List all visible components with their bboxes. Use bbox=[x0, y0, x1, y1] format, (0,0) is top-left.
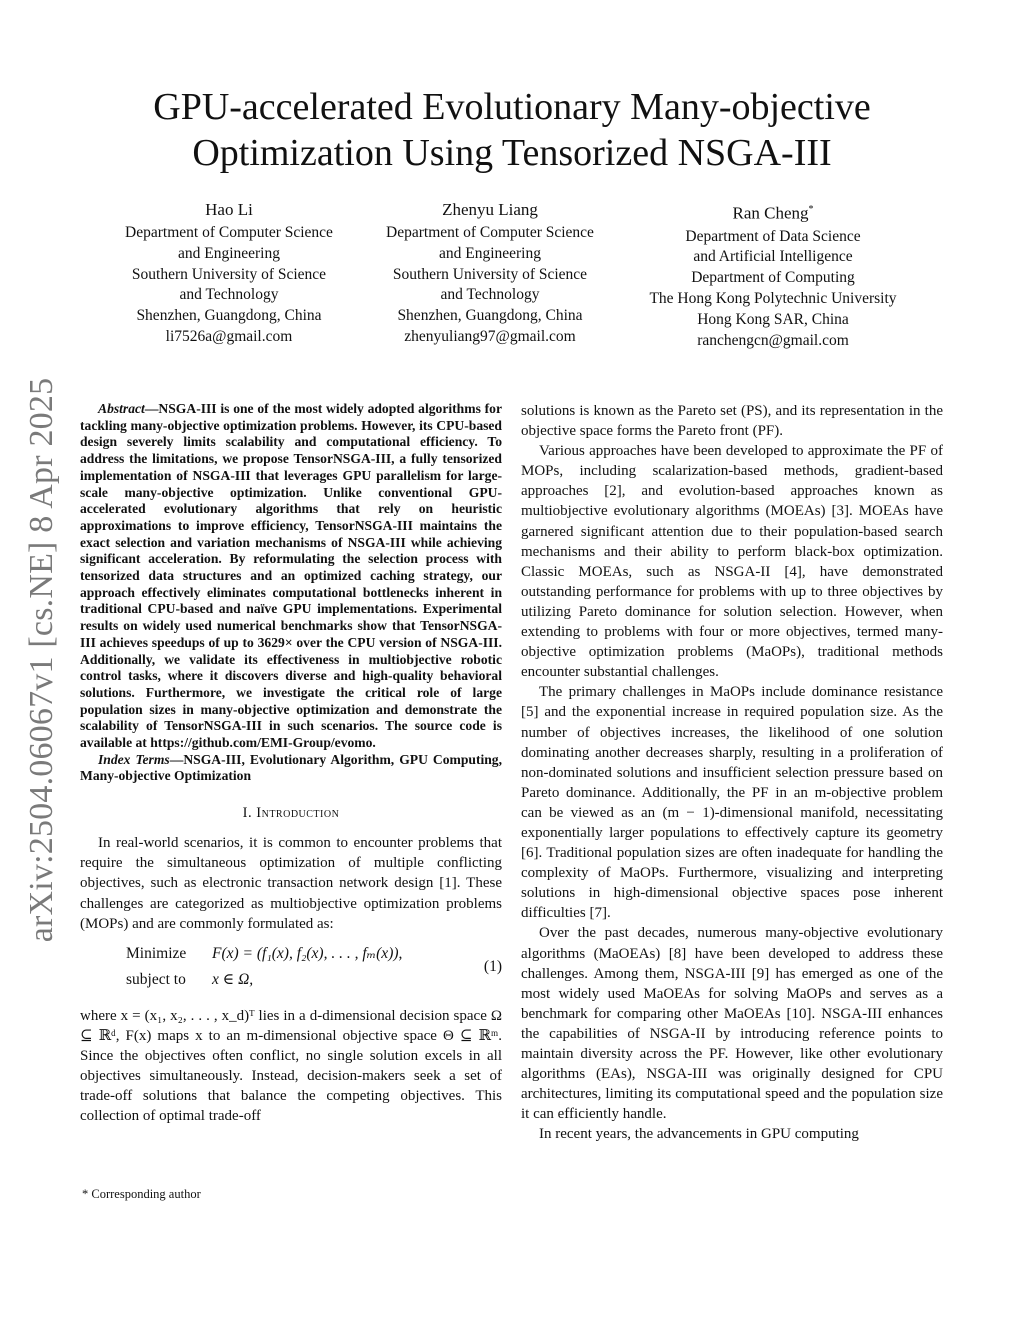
author-affiliation: and Engineering bbox=[177, 244, 280, 262]
eq-subject-label: subject to bbox=[126, 970, 186, 988]
section-number: I. bbox=[242, 805, 253, 822]
corresponding-author-mark: * bbox=[808, 204, 814, 215]
eq-subject-expr: x ∈ Ω, bbox=[212, 970, 254, 988]
footnote: * Corresponding author bbox=[82, 1187, 201, 1201]
author-affiliation: and Artificial Intelligence bbox=[693, 248, 853, 266]
right-paragraph-2: Various approaches have been developed to approximate the PF of MOPs, including scalarization-based methods, gradient-based approaches [2], and evolution-based approaches known as multiobjective evolutionary algorithms (MOEAs) [3]. MOEAs have garnered significant attention due to their population-based search mechanisms and their ability to perform black-box optimization. Classic MOEAs, such as NSGA-II [4], have demonstrated outstanding performance for problems with up to three objectives by utilizing Pareto dominance for solution selection. However, when extending to problems with four or more objectives, termed many-objective optimization problems (MaOPs), traditional methods encounter substantial challenges. bbox=[521, 443, 943, 681]
title-line-2: Optimization Using Tensorized NSGA-III bbox=[192, 132, 832, 174]
left-column bbox=[80, 401, 502, 1126]
author-affiliation: Hong Kong SAR, China bbox=[697, 310, 849, 328]
right-paragraph-5: In recent years, the advancements in GPU computing bbox=[539, 1126, 859, 1143]
author-3 bbox=[623, 198, 923, 351]
author-affiliation: Department of Computer Science bbox=[125, 224, 333, 241]
intro-paragraph-1: In real-world scenarios, it is common to encounter problems that require the simultaneous optimization of multiple conflicting objectives, such as electronic transaction network design [1]. These challenges are categorized as multiobjective optimization problems (MOPs) and are commonly formulated as: bbox=[80, 835, 502, 932]
eq-minimize-label: Minimize bbox=[126, 944, 187, 962]
abstract-text: —NSGA-III is one of the most widely adopted algorithms for tackling many-objective optimization problems. However, its CPU-based design severely limits scalability and computational efficiency. To address the limitations, we propose TensorNSGA-III, a fully tensorized implementation of NSGA-III that leverages GPU parallelism for large-scale many-objective optimization. Unlike conventional GPU-accelerated evolutionary algorithms that rely on heuristic approximations to improve efficiency, TensorNSGA-III maintains the exact selection and variation mechanisms of NSGA-III while achieving significant acceleration. By reformulating the selection process with tensorized data structures and an optimized caching strategy, our approach effectively eliminates computational bottlenecks inherent in traditional CPU-based and naïve GPU implementations. Experimental results on widely used numerical benchmarks show that TensorNSGA-III achieves speedups of up to 3629× over the CPU version of NSGA-III. Additionally, we validate its effectiveness in multiobjective robotic control tasks, where it discovers diverse and high-quality behavioral solutions. Furthermore, we investigate the critical role of large population sizes in many-objective optimization and demonstrate the scalability of TensorNSGA-III in such scenarios. The source code is available at https://github.com/EMI-Group/evomo. bbox=[80, 401, 502, 751]
author-affiliation: The Hong Kong Polytechnic University bbox=[649, 290, 897, 308]
equation-number: (1) bbox=[483, 957, 502, 975]
author-affiliation: Department of Data Science bbox=[685, 227, 861, 245]
author-affiliation: Southern University of Science bbox=[131, 265, 327, 283]
right-paragraph-3: The primary challenges in MaOPs include dominance resistance [5] and the exponential increase in required population size. As the number of objectives increases, the likelihood of one solution dominating another decreases sharply, resulting in a proliferation of non-dominated solutions and insufficient selection pressure based on Pareto dominance. Additionally, the PF in an m-objective problem can be viewed as an (m − 1)-dimensional manifold, necessitating exponentially larger populations to effectively capture its geometry [6]. Traditional population sizes are often inadequate for handling the complexity of MaOPs. Furthermore, visualizing and interpreting solutions in high-dimensional objective spaces pose inherent difficulties [7]. bbox=[521, 684, 943, 922]
author-affiliation: Department of Computing bbox=[691, 269, 855, 287]
author-affiliation: and Technology bbox=[179, 286, 279, 304]
author-email: ranchengcn@gmail.com bbox=[697, 331, 849, 349]
author-name bbox=[623, 198, 923, 226]
author-1 bbox=[79, 198, 379, 348]
author-affiliation: Shenzhen, Guangdong, China bbox=[397, 307, 583, 325]
section-title: Introduction bbox=[256, 805, 340, 822]
arxiv-identifier-text: arXiv:2504.06067v1 [cs.NE] 8 Apr 2025 bbox=[23, 377, 60, 943]
author-affiliation: Department of Computer Science bbox=[386, 224, 594, 241]
index-terms-label: Index Terms bbox=[98, 751, 170, 767]
index-terms bbox=[80, 752, 502, 785]
index-terms-text: —NSGA-III, Evolutionary Algorithm, GPU Computing, Many-objective Optimization bbox=[80, 751, 502, 784]
arxiv-identifier-stamp bbox=[22, 365, 62, 955]
author-affiliation: Southern University of Science bbox=[392, 265, 588, 283]
eq-minimize-expr: F(x) = (f₁(x), f₂(x), . . . , fₘ(x)), bbox=[212, 944, 403, 962]
author-email: zhenyuliang97@gmail.com bbox=[404, 327, 576, 345]
right-paragraph-4: Over the past decades, numerous many-objective evolutionary algorithms (MaOEAs) [8] have been developed to address these challenges. Among them, NSGA-III [9] has emerged as one of the most widely used MaOEAs for solving MaOPs and serves as a benchmark for comparing other MaOEAs [10]. NSGA-III enhances the capabilities of NSGA-II by introducing reference points to maintain diversity across the PF. However, like other evolutionary algorithms (EAs), NSGA-III was originally designed for CPU architectures, limiting its computational speed and the population size it can efficiently handle. bbox=[521, 925, 943, 1123]
equation-1 bbox=[80, 942, 502, 994]
author-name: Hao Li bbox=[205, 200, 253, 219]
author-email: li7526a@gmail.com bbox=[165, 327, 293, 345]
author-affiliation: Shenzhen, Guangdong, China bbox=[136, 307, 322, 325]
author-name: Zhenyu Liang bbox=[442, 200, 538, 219]
author-name-text: Ran Cheng bbox=[732, 203, 809, 223]
abstract bbox=[80, 401, 502, 752]
paper-title bbox=[80, 84, 944, 176]
author-affiliation: and Technology bbox=[440, 286, 540, 304]
right-column bbox=[521, 401, 943, 1144]
title-line-1: GPU-accelerated Evolutionary Many-objective bbox=[153, 86, 871, 128]
intro-paragraph-2: where x = (x₁, x₂, . . . , x_d)ᵀ lies in a d-dimensional decision space Ω ⊆ ℝᵈ, F(x) maps x to an m-dimensional objective space Θ ⊆ ℝᵐ. Since the objectives often conflict, no single solution excels in all objectives simultaneously. Instead, decision-makers seek a set of trade-off solutions that balance the competing objectives. This collection of optimal trade-off bbox=[80, 1007, 502, 1125]
author-2 bbox=[340, 198, 640, 348]
right-paragraph-1: solutions is known as the Pareto set (PS), and its representation in the objective space forms the Pareto front (PF). bbox=[521, 403, 943, 440]
abstract-label: Abstract bbox=[98, 401, 145, 416]
author-affiliation: and Engineering bbox=[438, 244, 541, 262]
section-heading-introduction bbox=[80, 803, 502, 823]
